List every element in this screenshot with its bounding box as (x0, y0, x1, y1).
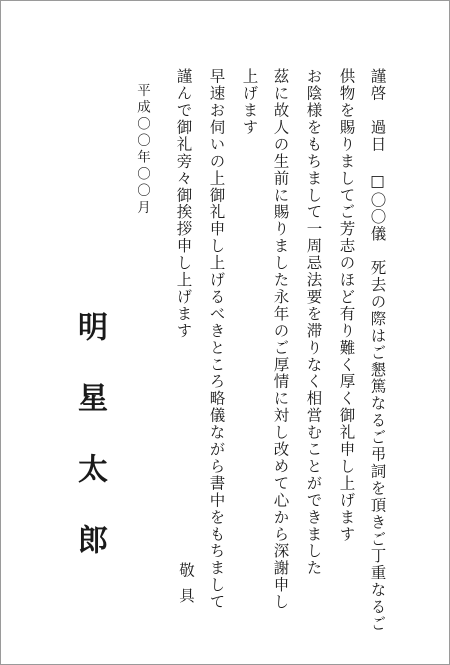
letter-line: 供物を賜りましてご芳志のほど有り難く厚く御礼申し上げます (337, 68, 356, 543)
sender-name: 明星太郎 (72, 311, 107, 595)
closing-phrase: 敬具 (177, 562, 195, 613)
letter-line: 謹んで御礼旁々御挨拶申し上げます (174, 68, 193, 340)
letter-date: 平成〇〇年〇〇月 (134, 83, 150, 217)
letter-line: 上げます (240, 68, 259, 136)
letter-line: 早速お伺いの上御礼申し上げるべきところ略儀ながら書中をもちまして (207, 68, 226, 611)
letter-line: お陰様をもちまして一周忌法要を滞りなく相営むことができました (304, 68, 323, 577)
letter-line: 茲に故人の生前に賜りました永年のご厚情に対し改めて心から深謝申し (271, 68, 290, 611)
letter-line: 謹啓 過日 □〇〇儀 死去の際はご懇篤なるご弔詞を頂きご丁重なるご (368, 68, 387, 633)
